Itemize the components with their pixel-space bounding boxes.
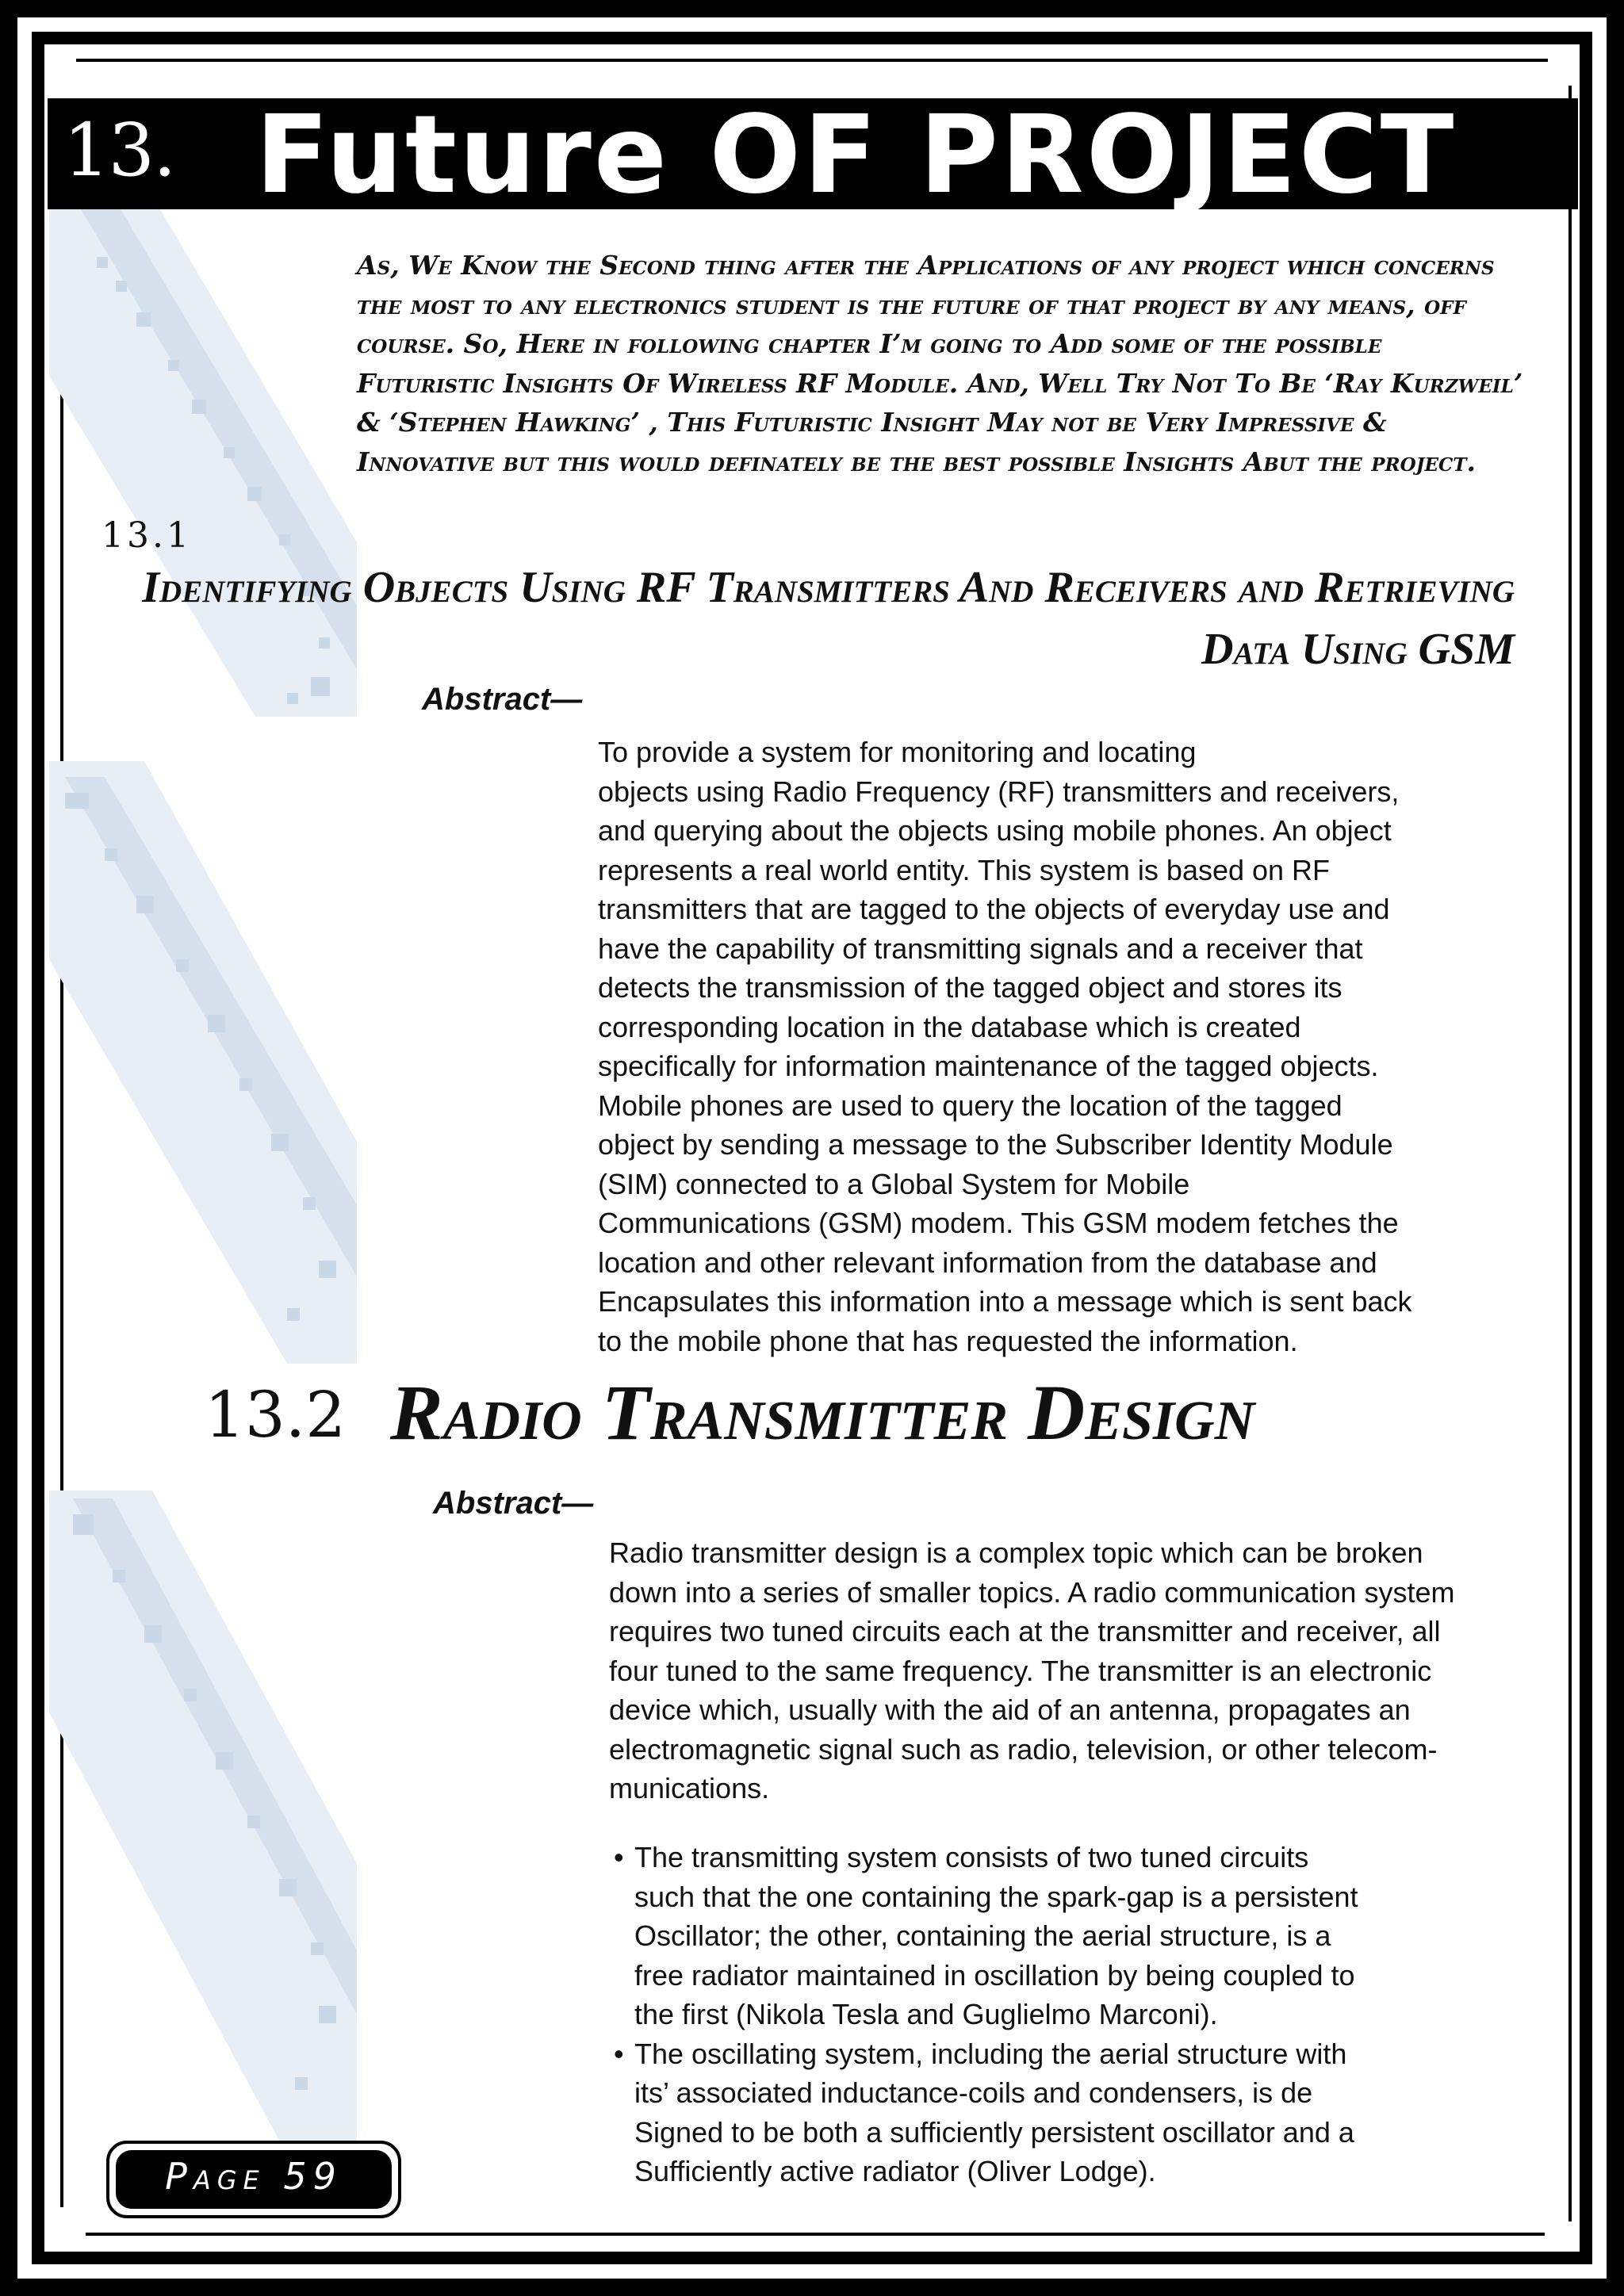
right-rule	[1568, 86, 1572, 2221]
bullet-line: the first (Nikola Tesla and Guglielmo Marconi).	[634, 1998, 1218, 2030]
bullet-line: Sufficiently active radiator (Oliver Lodge).	[634, 2155, 1156, 2187]
abstract-line: have the capability of transmitting signals and a receiver that	[598, 932, 1363, 965]
section-1-title	[135, 557, 1515, 680]
abstract-line: detects the transmission of the tagged object and stores its	[598, 971, 1342, 1004]
circuit-pattern-icon	[49, 1490, 357, 2141]
abstract-line: Mobile phones are used to query the location of the tagged	[598, 1089, 1342, 1122]
abstract-line: Encapsulates this information into a message which is sent back	[598, 1285, 1412, 1318]
section-1-title-line-2: Data Using GSM	[1201, 625, 1515, 674]
section-1-title-line-1: Identifying Objects Using RF Transmitters And Receivers and Retrieving	[142, 563, 1515, 612]
intro-paragraph: As, We Know the Second thing after the Applications of any project which concerns the most to any electronics student is the future of that project by any means, off course. So, Here in following chapter I’m going to Add some of the possible Futuristic Insights Of Wireless RF Module. And, Well Try Not To Be ‘Ray Kurzweil’ & ‘Stephen Hawking’ , This Futuristic Insight May not be Very Impressive & Innovative but this would definately be the best possible Insights Abut the project.	[357, 250, 1523, 477]
circuit-decoration-bottom	[49, 1490, 357, 2141]
circuit-decoration-middle	[49, 761, 357, 1364]
abstract-line: object by sending a message to the Subscriber Identity Module	[598, 1128, 1393, 1161]
bullet-line: free radiator maintained in oscillation by being coupled to	[634, 1958, 1355, 1992]
abstract-line: down into a series of smaller topics. A radio communication system	[609, 1575, 1455, 1609]
abstract-line: Communications (GSM) modem. This GSM modem fetches the	[598, 1207, 1399, 1239]
circuit-pattern-icon	[49, 761, 357, 1364]
abstract-line: device which, usually with the aid of an antenna, propagates an	[609, 1693, 1411, 1726]
abstract-line: To provide a system for monitoring and locating	[598, 736, 1197, 768]
bullet-item	[611, 2034, 1522, 2191]
top-rule	[76, 59, 1548, 62]
chapter-number: 13.	[63, 108, 175, 193]
section-2-abstract-body	[609, 1533, 1537, 1808]
bullet-line: Signed to be both a sufficiently persistent oscillator and a	[634, 2115, 1354, 2149]
bullet-line: Oscillator; the other, containing the aerial structure, is a	[634, 1919, 1331, 1952]
chapter-title: Future OF PROJECT	[255, 93, 1457, 218]
abstract-line: specifically for information maintenance of the tagged objects.	[598, 1050, 1379, 1082]
abstract-line: objects using Radio Frequency (RF) transmitters and receivers,	[598, 775, 1400, 808]
abstract-line: transmitters that are tagged to the objects of everyday use and	[598, 893, 1390, 925]
abstract-line: to the mobile phone that has requested the information.	[598, 1324, 1298, 1357]
page-number-label: Page 59	[116, 2150, 392, 2209]
bottom-rule	[86, 2233, 1545, 2236]
bullet-item	[611, 1838, 1522, 2034]
abstract-line: electromagnetic signal such as radio, television, or other telecom-	[609, 1732, 1438, 1766]
abstract-line: and querying about the objects using mobile phones. An object	[598, 814, 1392, 847]
page-number-badge	[106, 2141, 401, 2218]
section-2-number: 13.2	[205, 1378, 347, 1452]
abstract-line: munications.	[609, 1772, 770, 1804]
section-2-bullet-list	[611, 1838, 1522, 2191]
section-1-abstract-body	[598, 733, 1534, 1360]
bullet-line: such that the one containing the spark-gap is a persistent	[634, 1880, 1358, 1913]
bullet-line: • The transmitting system consists of two tuned circuits	[634, 1841, 1309, 1873]
section-1-abstract-label: Abstract—	[422, 682, 583, 717]
section-1-number: 13.1	[102, 515, 192, 556]
abstract-line: corresponding location in the database which is created	[598, 1010, 1301, 1043]
abstract-line: represents a real world entity. This system is based on RF	[598, 853, 1331, 886]
bullet-line: its’ associated inductance-coils and condensers, is de	[634, 2076, 1313, 2109]
abstract-line: four tuned to the same frequency. The transmitter is an electronic	[609, 1654, 1432, 1687]
abstract-line: Radio transmitter design is a complex topic which can be broken	[609, 1536, 1423, 1569]
abstract-line: requires two tuned circuits each at the transmitter and receiver, all	[609, 1615, 1441, 1647]
bullet-line: • The oscillating system, including the aerial structure with	[634, 2037, 1347, 2070]
section-2-title: Radio Transmitter Design	[390, 1368, 1255, 1456]
abstract-line: (SIM) connected to a Global System for Mobile	[598, 1167, 1190, 1200]
chapter-banner	[48, 93, 1578, 218]
abstract-line: location and other relevant information from the database and	[598, 1246, 1377, 1279]
section-2-abstract-label: Abstract—	[433, 1486, 594, 1521]
